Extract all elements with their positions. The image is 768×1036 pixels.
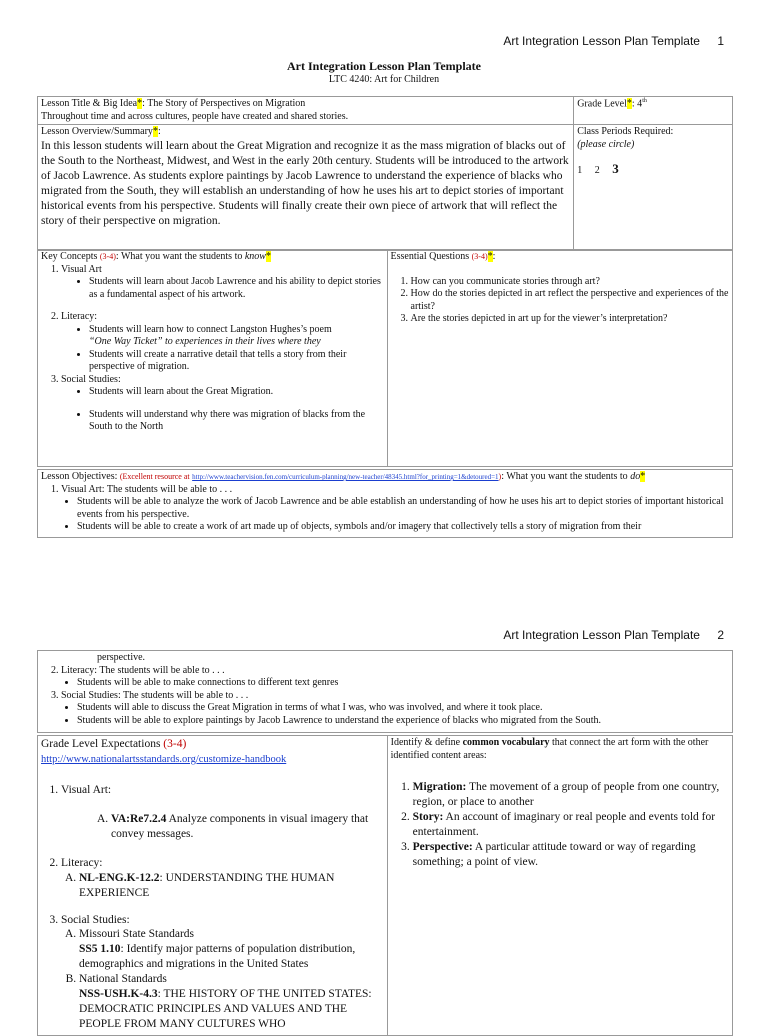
vocab-item xyxy=(413,780,729,810)
overview-label: Lesson Overview/Summary xyxy=(41,126,153,137)
vocab-intro-rest: that connect the art form with the other identified content areas: xyxy=(390,737,709,761)
page-header xyxy=(503,34,724,48)
list-item: • Students will be able to create a work of art made up of objects, symbols and/or imagery that collectively tells a story of migration from their xyxy=(77,521,729,534)
objectives-resource-link[interactable]: http://www.teachervision.fen.com/curriculum-planning/new-teacher/48345.html?for_printing=1&detoured=1 xyxy=(192,473,499,481)
key-concepts-label: Key Concepts xyxy=(41,251,98,262)
vocab-definition: A particular attitude toward or way of regarding something; a point of view. xyxy=(412,840,696,868)
list-item: • Students will learn about the Great Migration. xyxy=(89,386,384,399)
key-concept-items xyxy=(61,276,384,301)
overview-text: In this lesson students will learn about the Great Migration and recognize it as the mass migration of blacks out of the South to the Northeast, Midwest, and West in the early 20th century. Students will be introduced to the artwork of Jacob Lawrence. As students explore paintings by Jacob Lawrence to understand the experience of blacks who migrated from the South, they will establish an understanding of how he uses his art to depict stories of important historical events from his perspective. Students will finally create their own piece of artwork that will reflect the story of their perspective on migration. xyxy=(41,139,569,228)
gle-visual-art xyxy=(61,783,384,842)
objectives-continued-table xyxy=(37,650,733,733)
lesson-overview-cell xyxy=(38,125,574,251)
gle-standards-link[interactable]: http://www.nationalartsstandards.org/customize-handbook xyxy=(41,753,287,765)
objective-visual-art xyxy=(61,484,729,534)
objective-social-studies xyxy=(61,690,729,728)
list-item: • Students will understand why there was migration of blacks from the South to the North xyxy=(89,409,384,434)
overview-colon: : xyxy=(157,126,161,137)
grade-level-label: Grade Level xyxy=(577,98,627,110)
gle-sublist xyxy=(91,812,384,842)
vocab-item xyxy=(413,840,729,870)
list-item xyxy=(89,324,384,349)
document-title-block xyxy=(0,59,768,85)
list-item xyxy=(79,871,384,901)
objective-label: Literacy: The students will be able to . . . xyxy=(61,664,225,676)
key-concept-label: Literacy: xyxy=(61,311,98,322)
expectations-table xyxy=(37,735,733,1036)
objectives-note-end: ) xyxy=(498,472,502,481)
document-subtitle: LTC 4240: Art for Children xyxy=(328,74,440,85)
list-item: • Students will create a narrative detail that tells a story from their perspective of migration. xyxy=(89,349,384,374)
grade-level-expectations-cell xyxy=(38,736,388,1036)
objective-items xyxy=(61,677,729,690)
header-title: Art Integration Lesson Plan Template xyxy=(503,628,700,642)
key-concept-social-studies xyxy=(61,374,384,434)
list-item: • Students will able to discuss the Great Migration in terms of what I was, who was involved, and where it took place. xyxy=(77,702,729,715)
objective-items xyxy=(61,496,729,534)
required-star: * xyxy=(487,251,493,262)
document-title: Art Integration Lesson Plan Template xyxy=(286,59,481,73)
concepts-table xyxy=(37,249,733,467)
vocab-definition: An account of imaginary or real people and events told for entertainment. xyxy=(412,810,716,838)
lesson-title-label: Lesson Title & Big Idea xyxy=(41,98,138,109)
essential-questions-cell xyxy=(387,250,733,467)
lesson-info-table xyxy=(37,96,733,251)
period-option-2: 2 xyxy=(594,165,600,176)
standard-text: Analyze components in visual imagery that convey messages. xyxy=(111,812,369,840)
key-concept-visual-art xyxy=(61,264,384,302)
list-item: • Students will learn about Jacob Lawrence and his ability to depict stories as a fundamental aspect of his artwork. xyxy=(89,276,384,301)
key-concept-literacy xyxy=(61,311,384,374)
gle-social-studies xyxy=(61,913,384,1033)
know-word: know xyxy=(244,251,266,262)
please-circle-note: (please circle) xyxy=(577,138,635,150)
period-options xyxy=(577,161,729,178)
key-concept-label: Social Studies: xyxy=(61,373,121,385)
standard-source: Missouri State Standards xyxy=(79,928,194,941)
gle-literacy xyxy=(61,856,384,901)
standard-code: NL-ENG.K-12.2 xyxy=(79,871,160,884)
gle-item-label: Social Studies: xyxy=(61,913,130,926)
do-word: do xyxy=(630,471,641,482)
objective-literacy xyxy=(61,665,729,690)
objectives-cell xyxy=(38,470,733,538)
vocab-term: Story: xyxy=(412,810,444,823)
list-item: • Students will be able to explore paintings by Jacob Lawrence to understand the experience of blacks who migrated from the South. xyxy=(77,715,729,728)
essential-question: 3. Are the stories depicted in art up for the viewer’s interpretation? xyxy=(411,313,730,326)
grade-level-suffix: th xyxy=(642,98,647,104)
essential-questions-list xyxy=(391,276,730,326)
objectives-continued-cell xyxy=(38,651,733,733)
page-2 xyxy=(0,616,768,1031)
objectives-table xyxy=(37,469,733,538)
gle-item-label: Literacy: xyxy=(61,856,103,869)
lesson-title-cell xyxy=(38,97,574,125)
standard-code: NSS-USH.K-4.3 xyxy=(79,988,158,1001)
page-header xyxy=(503,628,724,642)
class-periods-cell xyxy=(574,125,733,251)
big-idea: Throughout time and across cultures, people have created and shared stories. xyxy=(41,110,349,122)
list-item xyxy=(111,812,384,842)
grade-range: (3-4) xyxy=(99,252,116,261)
vocab-intro: Identify & define xyxy=(390,737,461,748)
objective-items xyxy=(61,702,729,727)
gle-sublist xyxy=(61,871,384,901)
required-star: * xyxy=(265,251,271,262)
period-option-3: 3 xyxy=(612,161,619,176)
vocab-intro-bold: common vocabulary xyxy=(462,737,550,748)
list-item xyxy=(79,927,384,972)
grade-range: (3-4) xyxy=(471,252,488,261)
vocab-term: Migration: xyxy=(412,781,467,793)
standard-source: National Standards xyxy=(79,973,167,986)
header-page-number: 1 xyxy=(717,34,724,48)
page-gap xyxy=(0,540,768,616)
list-item-text: “One Way Ticket” to experiences in their lives where they xyxy=(89,336,321,347)
header-page-number: 2 xyxy=(717,628,724,642)
vocab-definition: The movement of a group of people from one country, region, or place to another xyxy=(412,781,720,808)
objectives-text: : What you want the students to xyxy=(501,471,628,482)
grade-level-value: : 4 xyxy=(631,98,643,110)
gle-list xyxy=(41,783,384,1032)
key-concepts-cell xyxy=(38,250,388,467)
objectives-list xyxy=(41,484,729,534)
grade-level-cell xyxy=(574,97,733,125)
class-periods-label: Class Periods Required: xyxy=(577,126,674,137)
continued-text: perspective. xyxy=(97,652,146,663)
list-item-text: Students will learn how to connect Langston Hughes’s poem xyxy=(89,323,332,335)
required-star: * xyxy=(137,98,143,109)
vocabulary-list xyxy=(391,780,729,870)
objective-label: Social Studies: The students will be able to . . . xyxy=(61,689,249,701)
key-concept-items xyxy=(61,386,384,434)
key-concepts-list xyxy=(41,264,384,434)
standard-code: VA:Re7.2.4 xyxy=(111,812,167,825)
required-star: * xyxy=(640,471,646,482)
period-option-1: 1 xyxy=(577,165,583,176)
gle-item-label: Visual Art: xyxy=(61,783,112,796)
vocab-item xyxy=(413,810,729,840)
key-concept-items xyxy=(61,324,384,374)
vocab-term: Perspective: xyxy=(412,840,473,853)
gle-range: (3-4) xyxy=(163,738,187,750)
objectives-note: (Excellent resource at xyxy=(119,472,190,481)
essential-question: 2. How do the stories depicted in art reflect the perspective and experiences of the artist? xyxy=(411,288,730,313)
key-concept-label: Visual Art xyxy=(61,263,102,275)
standard-code: SS5 1.10 xyxy=(79,943,121,956)
lesson-title-value: : The Story of Perspectives on Migration xyxy=(142,98,306,109)
standard-text: : THE HISTORY OF THE UNITED STATES: DEMOCRATIC PRINCIPLES AND VALUES AND THE PEOPLE FROM MANY CULTURES WHO xyxy=(79,988,372,1031)
objectives-list-continued xyxy=(41,665,729,728)
required-star: * xyxy=(152,126,158,137)
common-vocabulary-cell xyxy=(387,736,732,1036)
required-star: * xyxy=(626,98,632,110)
colon: : xyxy=(492,251,496,262)
list-item: • Students will be able to make connections to different text genres xyxy=(77,677,729,690)
objective-label: Visual Art: The students will be able to . . . xyxy=(61,483,233,495)
standard-text: : UNDERSTANDING THE HUMAN EXPERIENCE xyxy=(79,871,335,899)
essential-questions-label: Essential Questions xyxy=(390,251,470,262)
essential-question: 1. How can you communicate stories through art? xyxy=(411,276,730,289)
list-item xyxy=(79,972,384,1032)
list-item: • Students will be able to analyze the work of Jacob Lawrence and be able establish an understanding of how he uses his art to depict stories of important historical events from his perspective. xyxy=(77,496,729,521)
objectives-label: Lesson Objectives: xyxy=(41,471,118,482)
standard-text: : Identify major patterns of population distribution, demographics and migrations in the United States xyxy=(79,943,356,971)
key-concepts-text: : What you want the students to xyxy=(115,251,243,262)
gle-sublist xyxy=(61,927,384,1032)
header-title: Art Integration Lesson Plan Template xyxy=(503,34,700,48)
gle-label: Grade Level Expectations xyxy=(41,738,161,750)
